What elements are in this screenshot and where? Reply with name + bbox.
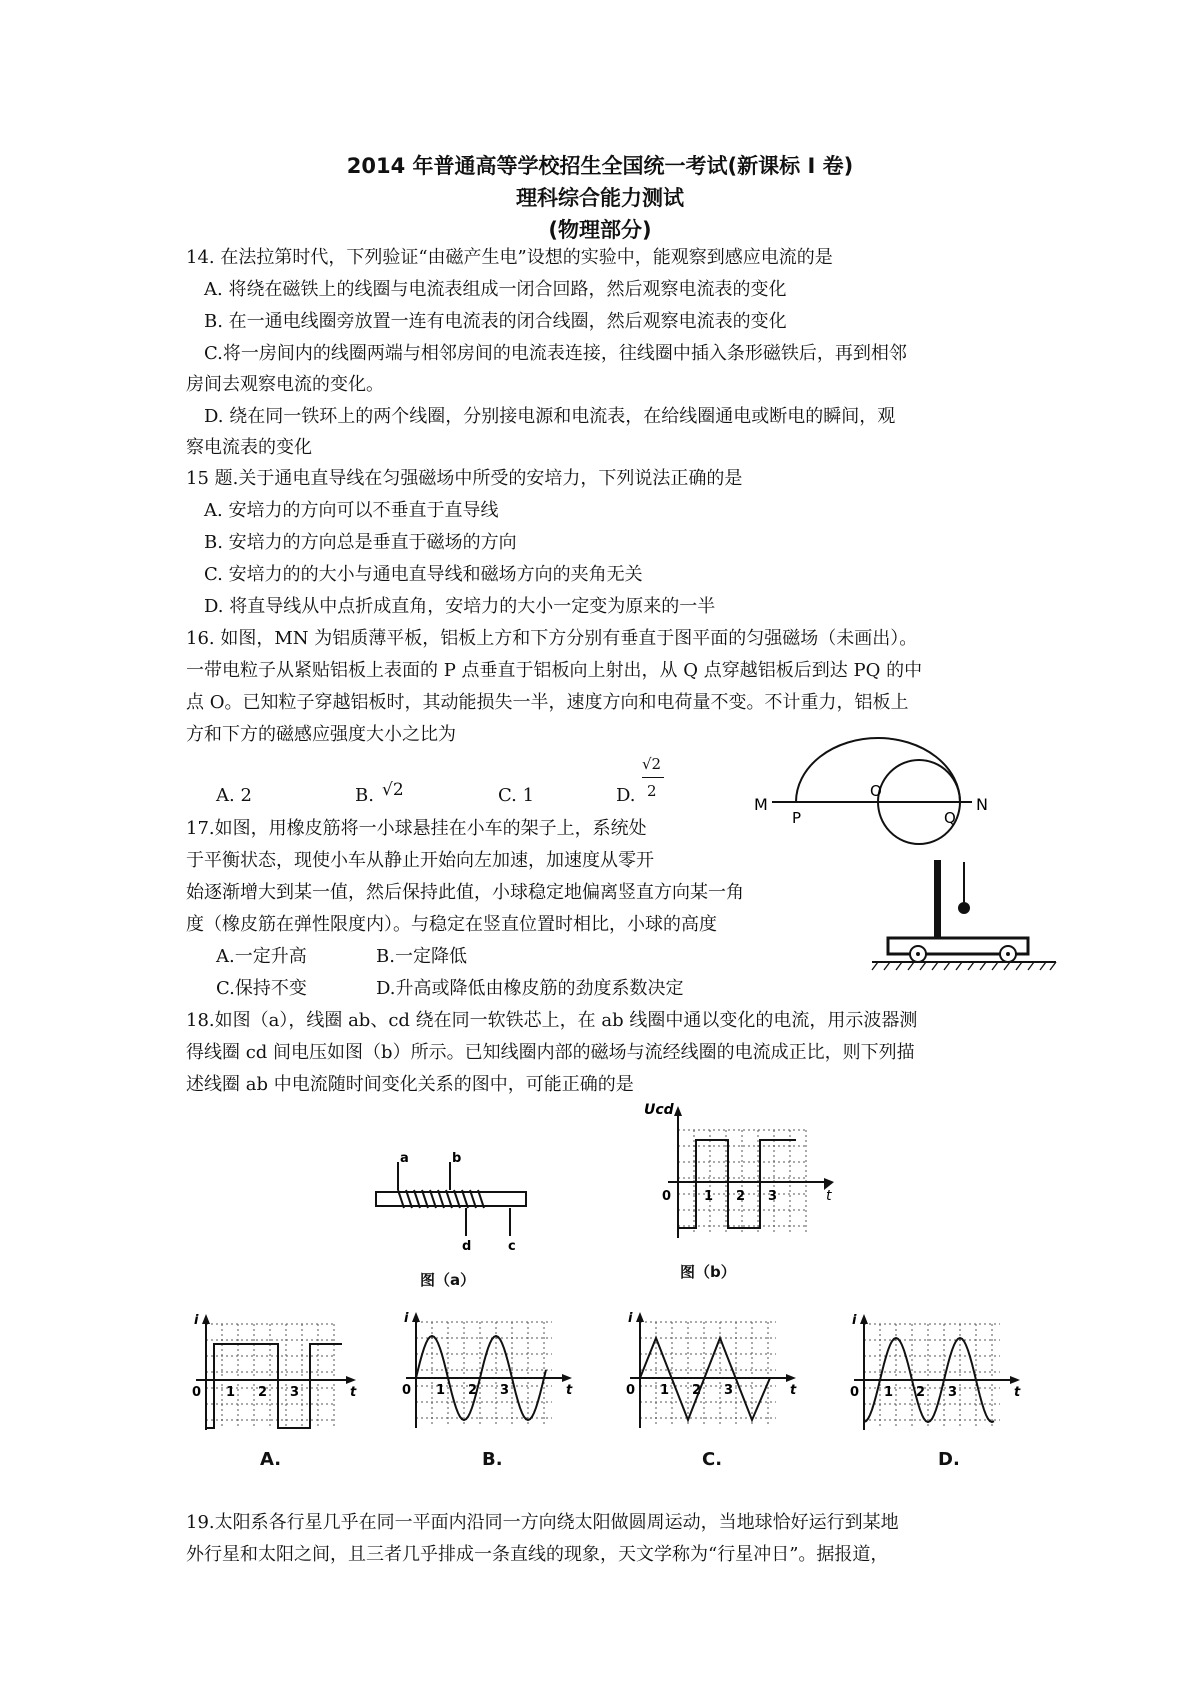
tick-3: 3 [768,1189,778,1204]
ground-hatching [872,962,1056,970]
tick-1: 1 [660,1383,670,1398]
label-b: b [452,1151,462,1166]
q15-option-c: C. 安培力的的大小与通电直导线和磁场方向的夹角无关 [204,564,643,585]
q16-line1: 16. 如图，MN 为铝质薄平板，铝板上方和下方分别有垂直于图平面的匀强磁场（未画出）。 [186,628,918,649]
q16-line2: 一带电粒子从紧贴铝板上表面的 P 点垂直于铝板向上射出，从 Q 点穿越铝板后到达 PQ 的中 [186,660,923,681]
q19-line1: 19.太阳系各行星几乎在同一平面内沿同一方向绕太阳做圆周运动，当地球恰好运行到某地 [186,1512,899,1533]
origin-label: 0 [626,1383,636,1398]
q18-option-c-label: C. [702,1449,723,1470]
q18-figure-b-caption: 图（b） [680,1263,736,1281]
label-o: O [870,782,882,800]
tick-1: 1 [226,1385,236,1400]
q17-option-c: C.保持不变 [216,978,307,999]
q16-line4: 方和下方的磁感应强度大小之比为 [186,724,456,745]
q17-option-b: B.一定降低 [376,946,467,967]
origin-label: 0 [192,1385,202,1400]
label-p: P [792,809,802,827]
q16-option-c: C. 1 [498,785,535,806]
tick-1: 1 [704,1189,714,1204]
ucd-label: Ucd [644,1102,674,1118]
q16-option-b-value: √2 [382,780,404,800]
q14-option-d-line1: D. 绕在同一铁环上的两个线圈，分别接电源和电流表，在给线圈通电或断电的瞬间，观 [204,406,896,427]
q17-option-d: D.升高或降低由橡皮筋的劲度系数决定 [376,978,684,999]
q16-option-d-denominator: 2 [647,782,657,800]
q17-line4: 度（橡皮筋在弹性限度内）。与稳定在竖直位置时相比，小球的高度 [186,914,717,935]
q17-line3: 始逐渐增大到某一值，然后保持此值，小球稳定地偏离竖直方向某一角 [186,882,744,903]
q15-option-a: A. 安培力的方向可以不垂直于直导线 [204,500,499,521]
i-label: i [194,1313,199,1328]
q16-option-a: A. 2 [216,785,252,806]
q14-option-d-line2: 察电流表的变化 [186,437,312,458]
q14-option-a: A. 将绕在磁铁上的线圈与电流表组成一闭合回路，然后观察电流表的变化 [204,279,787,300]
q15-option-b: B. 安培力的方向总是垂直于磁场的方向 [204,532,517,553]
label-m: M [754,795,768,814]
tick-3: 3 [290,1385,300,1400]
tick-3: 3 [948,1385,958,1400]
tick-1: 1 [436,1383,446,1398]
ball [958,902,970,914]
q18-option-c-graph [626,1308,801,1438]
q17-option-a: A.一定升高 [216,946,307,967]
q14-stem: 14. 在法拉第时代，下列验证“由磁产生电”设想的实验中，能观察到感应电流的是 [186,247,833,268]
q18-option-a-graph [186,1310,361,1440]
q18-option-a-label: A. [260,1449,282,1470]
t-label: t [826,1188,832,1204]
q14-option-c-line2: 房间去观察电流的变化。 [186,374,384,395]
tick-3: 3 [500,1383,510,1398]
support-post [934,860,941,938]
label-c: c [508,1239,516,1254]
ucd-waveform [678,1140,796,1228]
i-label: i [404,1311,409,1326]
origin-label: 0 [662,1189,672,1204]
tick-2: 2 [258,1385,268,1400]
q16-fraction-bar [642,777,664,778]
q18-option-d-label: D. [938,1449,960,1470]
tick-2: 2 [468,1383,478,1398]
origin-label: 0 [402,1383,412,1398]
q18-line1: 18.如图（a），线圈 ab、cd 绕在同一软铁芯上，在 ab 线圈中通以变化的电流，用示波器测 [186,1010,918,1031]
q14-option-b: B. 在一通电线圈旁放置一连有电流表的闭合线圈，然后观察电流表的变化 [204,311,787,332]
q17-figure [870,856,1060,976]
q18-figure-a-caption: 图（a） [420,1271,476,1289]
label-a: a [400,1151,409,1166]
origin-label: 0 [850,1385,860,1400]
t-label: t [566,1383,573,1398]
q18-figure-b [638,1100,838,1270]
q16-figure [750,728,990,858]
tick-1: 1 [884,1385,894,1400]
q15-option-d: D. 将直导线从中点折成直角，安培力的大小一定变为原来的一半 [204,596,716,617]
tick-2: 2 [692,1383,702,1398]
q16-option-d-numerator: √2 [642,755,662,773]
exam-section: (物理部分) [548,218,652,242]
q19-line2: 外行星和太阳之间，且三者几乎排成一条直线的现象，天文学称为“行星冲日”。据报道， [186,1544,889,1565]
t-label: t [1014,1385,1021,1400]
q16-option-d: D. [616,785,636,806]
label-q: Q [944,809,956,827]
label-n: N [976,795,988,814]
q18-line3: 述线圈 ab 中电流随时间变化关系的图中，可能正确的是 [186,1074,634,1095]
t-label: t [350,1385,357,1400]
q15-stem: 15 题.关于通电直导线在匀强磁场中所受的安培力，下列说法正确的是 [186,468,743,489]
q18-line2: 得线圈 cd 间电压如图（b）所示。已知线圈内部的磁场与流经线圈的电流成正比，则下列描 [186,1042,915,1063]
q17-line1: 17.如图，用橡皮筋将一小球悬挂在小车的架子上，系统处 [186,818,647,839]
q18-option-b-graph [402,1308,577,1438]
i-label: i [852,1313,857,1328]
tick-2: 2 [736,1189,746,1204]
q18-option-d-graph [850,1310,1025,1440]
tick-3: 3 [724,1383,734,1398]
exam-subtitle: 理科综合能力测试 [516,186,684,210]
tick-2: 2 [916,1385,926,1400]
q14-option-c-line1: C.将一房间内的线圈两端与相邻房间的电流表连接，往线圈中插入条形磁铁后，再到相邻 [204,343,907,364]
q16-line3: 点 O。已知粒子穿越铝板时，其动能损失一半，速度方向和电荷量不变。不计重力，铝板上 [186,692,909,713]
q18-option-b-label: B. [482,1449,503,1470]
t-label: t [790,1383,797,1398]
label-d: d [462,1239,472,1254]
exam-title: 2014 年普通高等学校招生全国统一考试(新课标 I 卷) [346,154,854,178]
i-label: i [628,1311,633,1326]
q17-line2: 于平衡状态，现使小车从静止开始向左加速，加速度从零开 [186,850,654,871]
q16-option-b: B. [355,785,374,806]
q18-figure-a [370,1150,540,1260]
